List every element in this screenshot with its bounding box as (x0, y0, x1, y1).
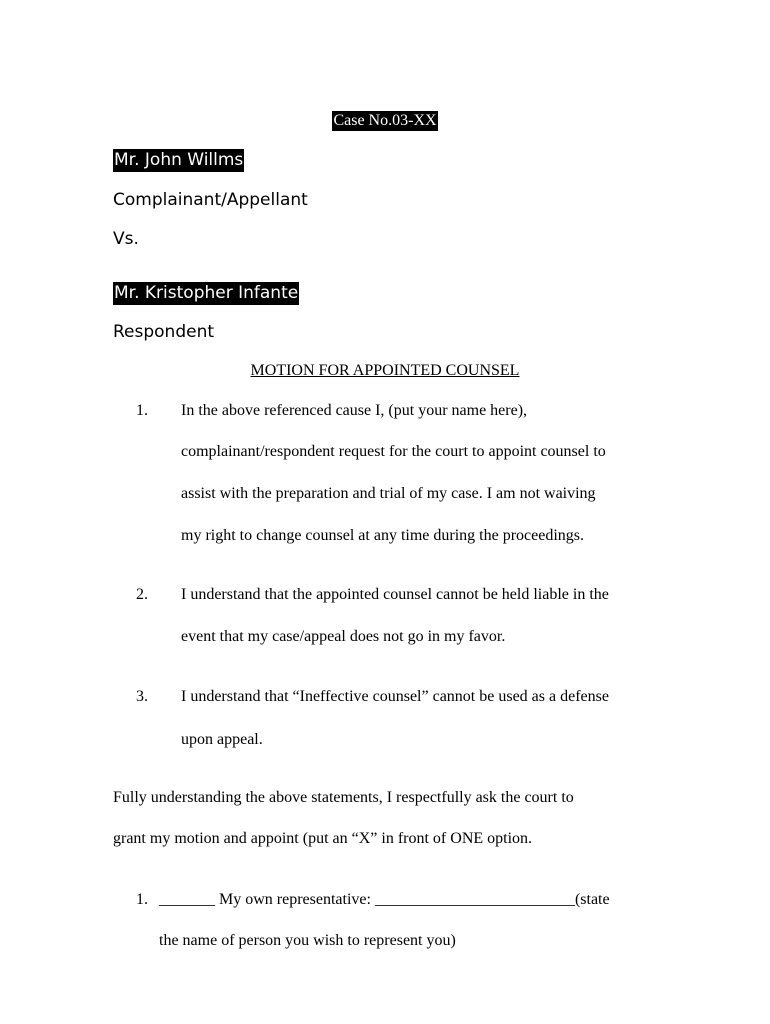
respondent-name: Mr. Kristopher Infante (114, 283, 299, 303)
option-number: 1. (136, 891, 148, 908)
closing-line: Fully understanding the above statements, I respectfully ask the court to (113, 789, 574, 806)
option-line: _______ My own representative: _________________________(state (159, 891, 610, 908)
item-number: 3. (136, 688, 148, 705)
item-line: In the above referenced cause I, (put your name here), (181, 402, 528, 419)
closing-line: grant my motion and appoint (put an “X” in front of ONE option. (113, 830, 533, 847)
case-number: Case No.03-XX (333, 112, 437, 129)
versus-label: Vs. (113, 229, 139, 249)
option-line: the name of person you wish to represent you) (159, 932, 456, 949)
item-line: assist with the preparation and trial of my case. I am not waiving (181, 485, 596, 502)
item-line: I understand that “Ineffective counsel” cannot be used as a defense (181, 688, 609, 705)
respondent-role: Respondent (113, 322, 215, 342)
complainant-role: Complainant/Appellant (113, 190, 308, 210)
complainant-name: Mr. John Willms (114, 150, 244, 170)
item-line: event that my case/appeal does not go in my favor. (181, 628, 506, 645)
item-line: my right to change counsel at any time during the proceedings. (181, 527, 584, 544)
item-line: I understand that the appointed counsel cannot be held liable in the (181, 586, 609, 603)
item-line: complainant/respondent request for the court to appoint counsel to (181, 443, 606, 460)
motion-title: MOTION FOR APPOINTED COUNSEL (250, 362, 520, 379)
item-number: 2. (136, 586, 148, 603)
item-number: 1. (136, 402, 148, 419)
item-line: upon appeal. (181, 731, 263, 748)
